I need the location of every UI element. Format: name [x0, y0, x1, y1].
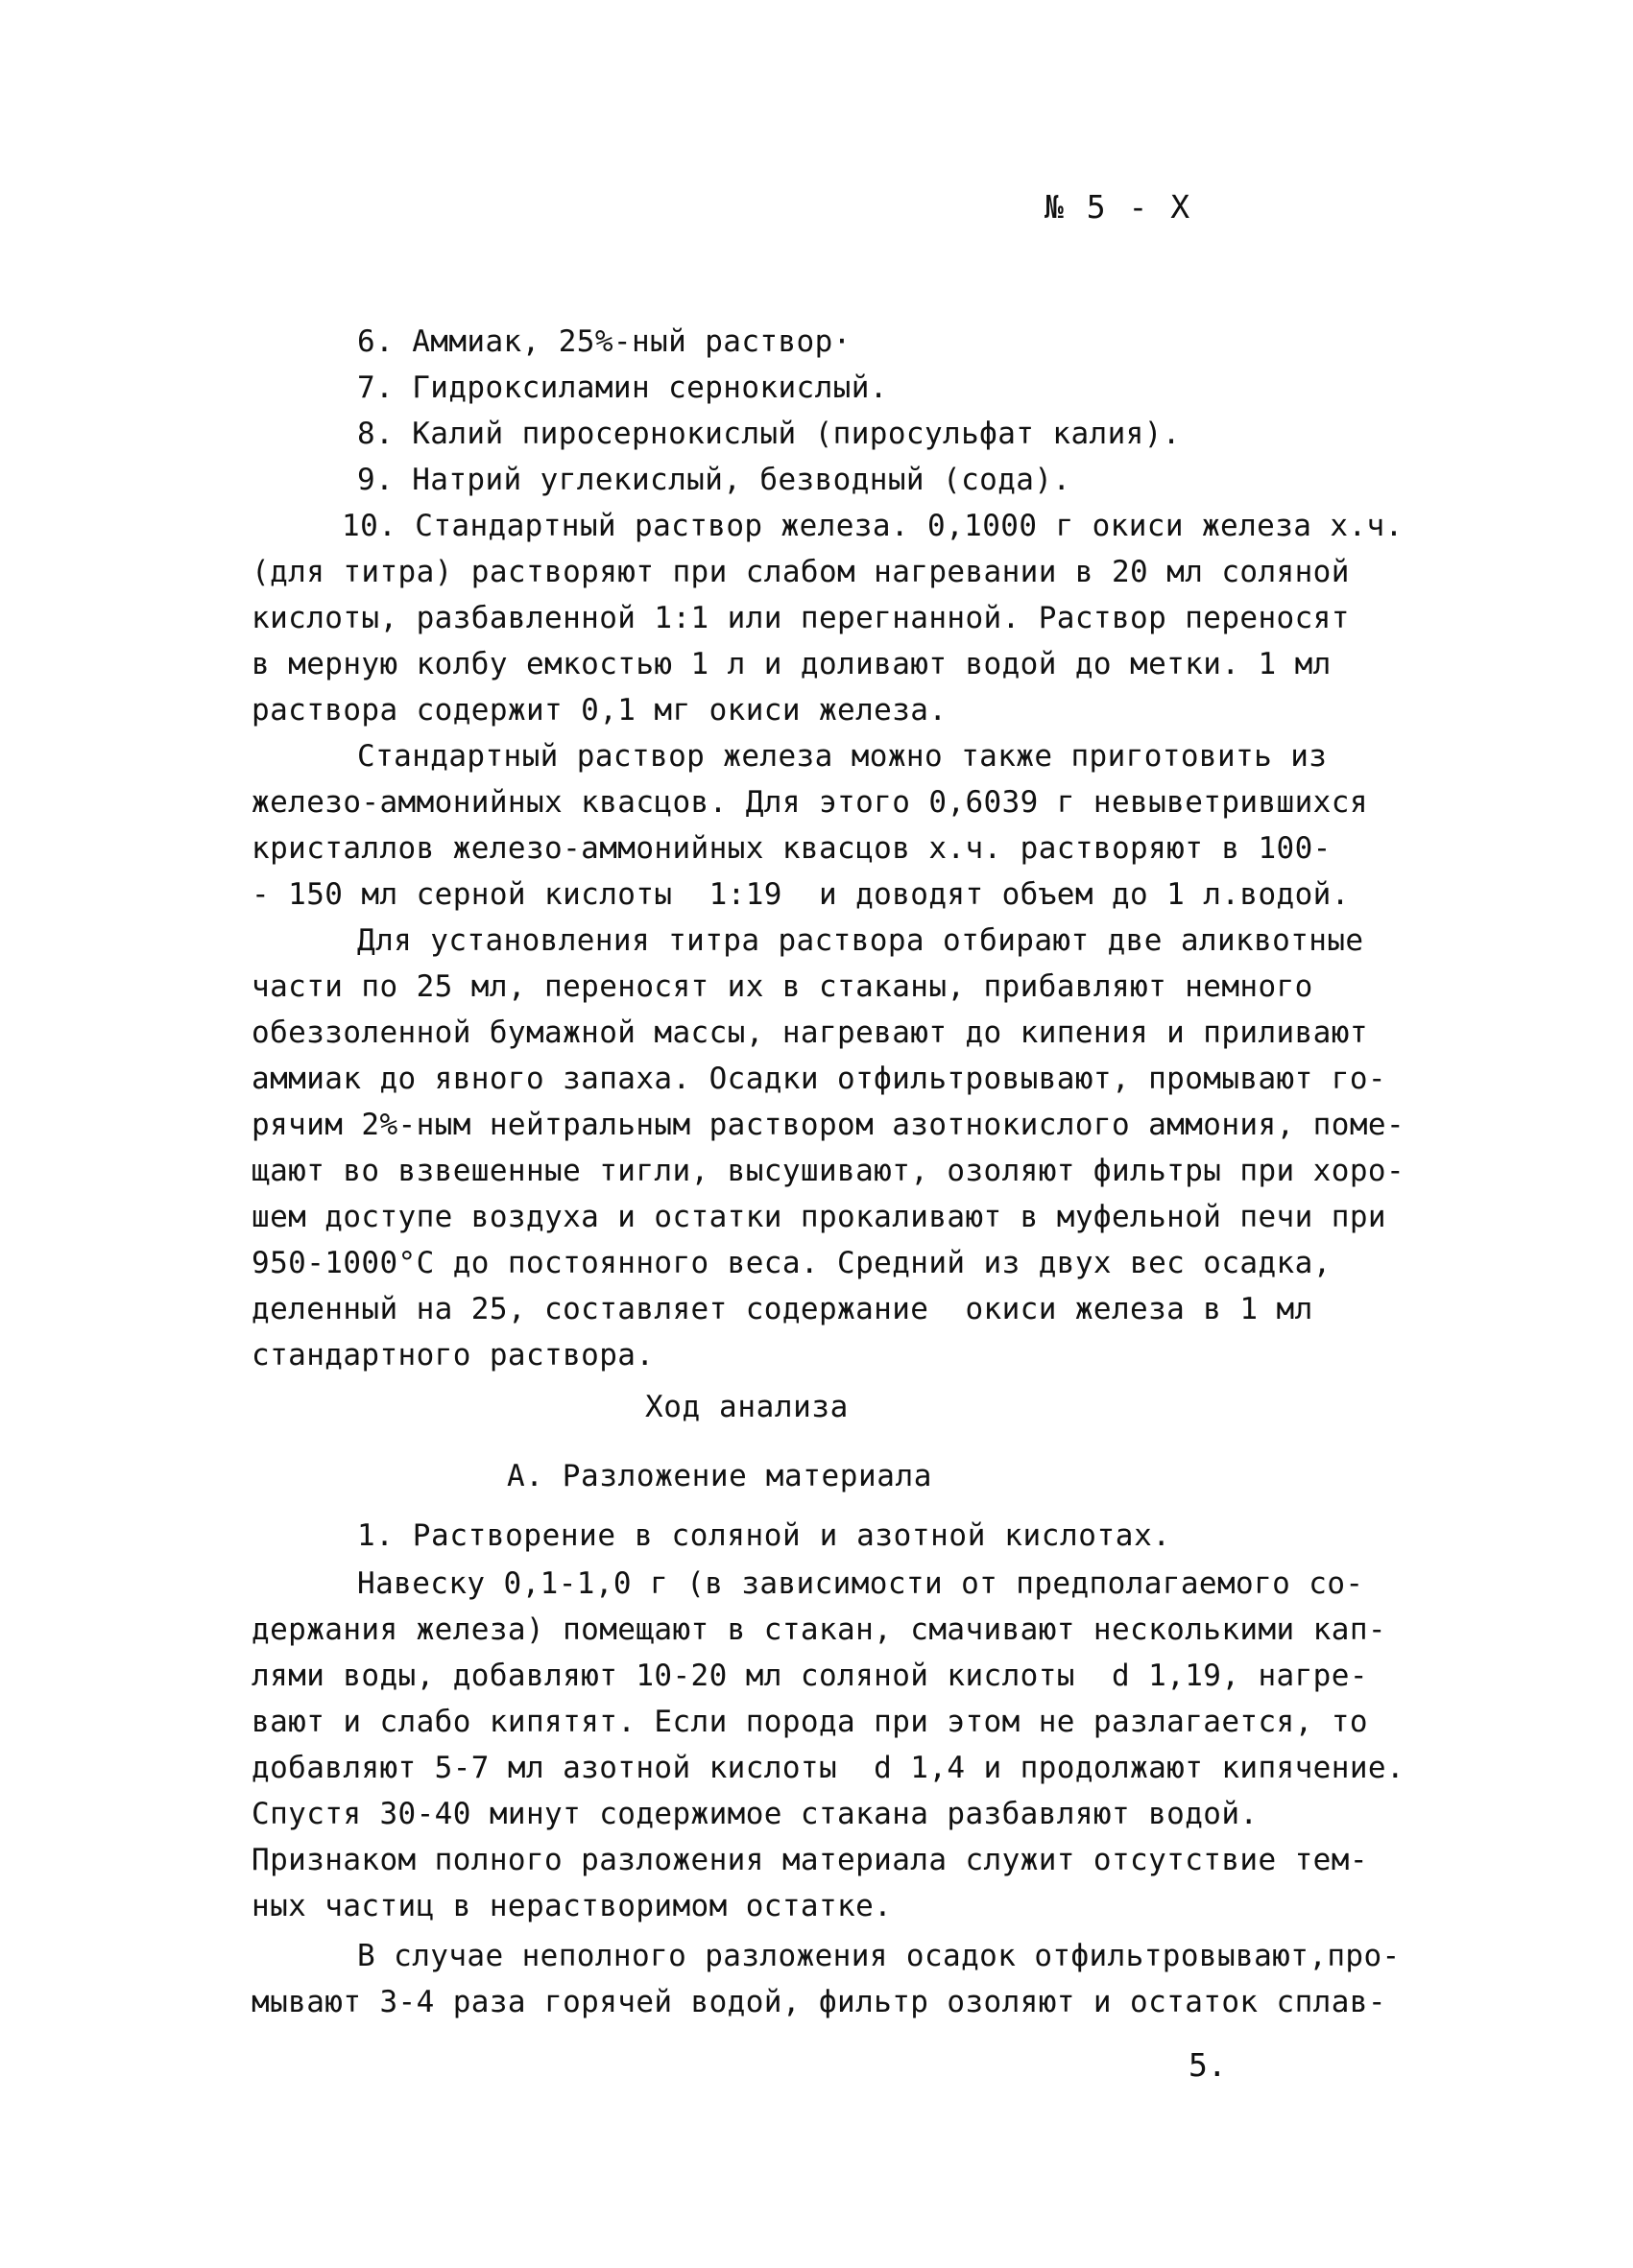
paragraph-dissolve-line-5: добавляют 5-7 мл азотной кислоты d 1,4 и продолжают кипячение.: [252, 1751, 1405, 1785]
subsection-heading: А. Разложение материала: [507, 1459, 933, 1493]
paragraph-titre-line-10: стандартного раствора.: [252, 1338, 655, 1373]
paragraph-alt-line-2: железо-аммонийных квасцов. Для этого 0,6039 г невыветрившихся: [252, 785, 1368, 820]
list-item-10-line-2: (для титра) растворяют при слабом нагревании в 20 мл соляной: [252, 555, 1350, 589]
paragraph-titre-line-5: рячим 2%-ным нейтральным раствором азотнокислого аммония, поме-: [252, 1108, 1405, 1142]
list-item-7: 7. Гидроксиламин сернокислый.: [357, 370, 888, 405]
paragraph-dissolve-line-8: ных частиц в нерастворимом остатке.: [252, 1889, 893, 1923]
paragraph-alt-line-3: кристаллов железо-аммонийных квасцов х.ч. растворяют в 100-: [252, 831, 1332, 866]
paragraph-dissolve-line-6: Спустя 30-40 минут содержимое стакана разбавляют водой.: [252, 1797, 1259, 1831]
paragraph-titre-line-3: обеззоленной бумажной массы, нагревают до кипения и приливают: [252, 1015, 1368, 1050]
paragraph-dissolve-line-1: Навеску 0,1-1,0 г (в зависимости от предполагаемого со-: [357, 1566, 1364, 1601]
paragraph-incomplete-line-1: В случае неполного разложения осадок отфильтровывают,про-: [357, 1939, 1401, 1973]
list-item-10-line-3: кислоты, разбавленной 1:1 или перегнанной. Раствор переносят: [252, 601, 1350, 635]
paragraph-titre-line-7: шем доступе воздуха и остатки прокаливают в муфельной печи при: [252, 1200, 1386, 1234]
list-item-9: 9. Натрий углекислый, безводный (сода).: [357, 463, 1071, 497]
list-item-8: 8. Калий пиросернокислый (пиросульфат калия).: [357, 417, 1181, 451]
paragraph-titre-line-1: Для установления титра раствора отбирают две аликвотные: [357, 923, 1364, 958]
paragraph-incomplete-line-2: мывают 3-4 раза горячей водой, фильтр озоляют и остаток сплав-: [252, 1985, 1386, 2019]
section-heading: Ход анализа: [645, 1390, 849, 1424]
list-item-10-line-4: в мерную колбу емкостью 1 л и доливают водой до метки. 1 мл: [252, 647, 1332, 681]
list-item-6: 6. Аммиак, 25%-ный раствор·: [357, 324, 852, 359]
paragraph-titre-line-9: деленный на 25, составляет содержание окиси железа в 1 мл: [252, 1292, 1313, 1326]
paragraph-dissolve-line-3: лями воды, добавляют 10-20 мл соляной кислоты d 1,19, нагре-: [252, 1659, 1368, 1693]
list-item-10-line-5: раствора содержит 0,1 мг окиси железа.: [252, 693, 948, 728]
list-item-10: 10. Стандартный раствор железа. 0,1000 г окиси железа х.ч.: [342, 509, 1404, 543]
paragraph-dissolve-line-4: вают и слабо кипятят. Если порода при этом не разлагается, то: [252, 1705, 1368, 1739]
page-number: 5.: [1189, 2046, 1227, 2084]
paragraph-titre-line-6: щают во взвешенные тигли, высушивают, озоляют фильтры при хоро-: [252, 1154, 1405, 1188]
item-heading: 1. Растворение в соляной и азотной кислотах.: [357, 1518, 1171, 1553]
paragraph-alt-line-4: - 150 мл серной кислоты 1:19 и доводят объем до 1 л.водой.: [252, 877, 1350, 912]
paragraph-dissolve-line-2: держания железа) помещают в стакан, смачивают несколькими кап-: [252, 1612, 1386, 1647]
paragraph-titre-line-8: 950-1000°С до постоянного веса. Средний из двух вес осадка,: [252, 1246, 1332, 1280]
page-header: № 5 - X: [1045, 188, 1192, 226]
paragraph-titre-line-2: части по 25 мл, переносят их в стаканы, прибавляют немного: [252, 969, 1313, 1004]
paragraph-alt-line-1: Стандартный раствор железа можно также приготовить из: [357, 739, 1328, 774]
paragraph-titre-line-4: аммиак до явного запаха. Осадки отфильтровывают, промывают го-: [252, 1062, 1386, 1096]
paragraph-dissolve-line-7: Признаком полного разложения материала служит отсутствие тем-: [252, 1843, 1368, 1877]
